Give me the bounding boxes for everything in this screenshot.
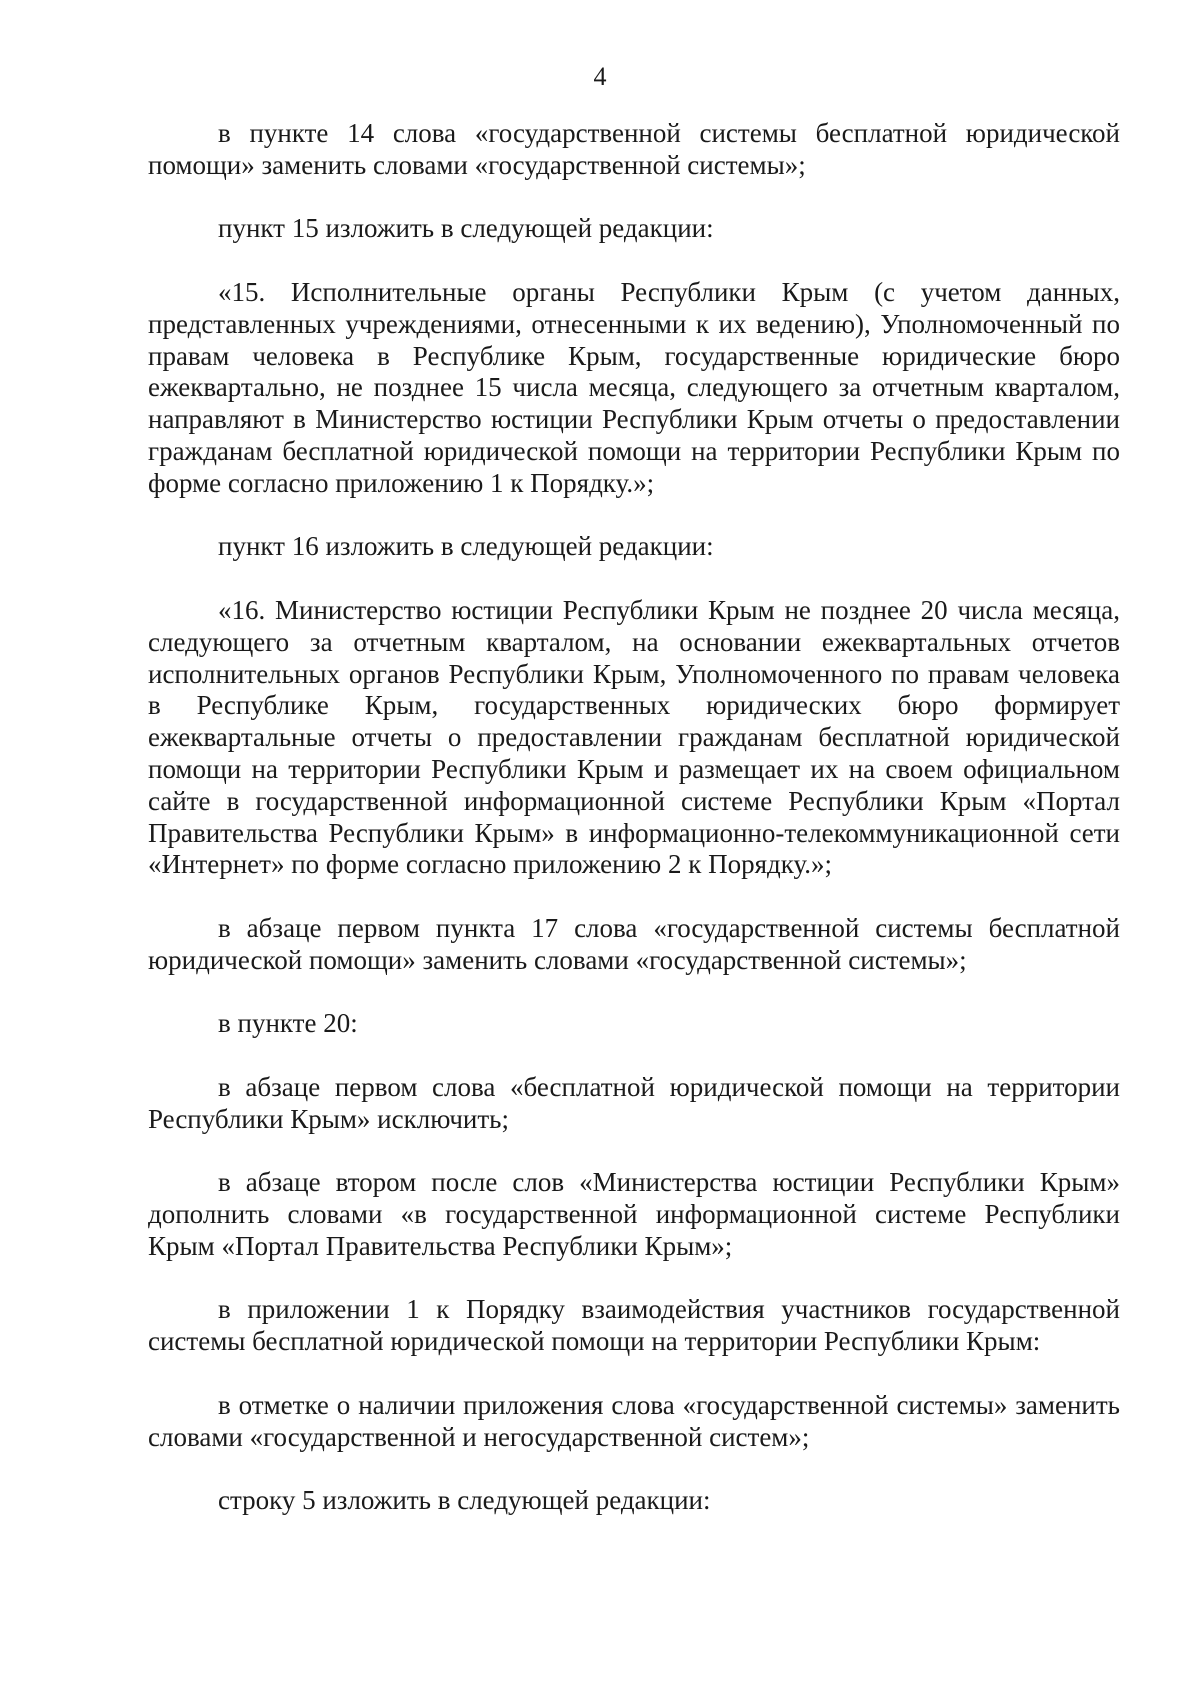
page-number: 4 [593, 62, 607, 91]
paragraph: в отметке о наличии приложения слова «государственной системы» заменить словами «государственной и негосударственной систем»; [148, 1389, 1120, 1452]
paragraph: в пункте 20: [218, 1008, 358, 1039]
paragraph: в абзаце втором после слов «Министерства юстиции Республики Крым» дополнить словами «в государственной информационной системе Республики Крым «Портал Правительства Республики Крым»; [148, 1167, 1120, 1261]
paragraph: в абзаце первом слова «бесплатной юридической помощи на территории Республики Крым» исключить; [148, 1071, 1120, 1134]
paragraph: «16. Министерство юстиции Республики Крым не позднее 20 числа месяца, следующего за отчетным кварталом, на основании ежеквартальных отчетов исполнительных органов Республики Крым, Уполномоченного по правам человека в Республике Крым, государственных юридических бюро формирует ежеквартальные отчеты о предоставлении гражданам бесплатной юридической помощи на территории Республики Крым и размещает их на своем официальном сайте в государственной информационной системе Республики Крым «Портал Правительства Республики Крым» в информационно-телекоммуникационной сети «Интернет» по форме согласно приложению 2 к Порядку.»; [148, 594, 1120, 880]
paragraph: в пункте 14 слова «государственной системы бесплатной юридической помощи» заменить словами «государственной системы»; [148, 118, 1120, 180]
paragraph: строку 5 изложить в следующей редакции: [218, 1485, 711, 1516]
paragraph: в абзаце первом пункта 17 слова «государственной системы бесплатной юридической помощи» заменить словами «государственной системы»; [148, 912, 1120, 975]
paragraph: пункт 16 изложить в следующей редакции: [218, 531, 714, 562]
document-body [148, 118, 1120, 1549]
paragraph: «15. Исполнительные органы Республики Крым (с учетом данных, представленных учреждениями, отнесенными к их ведению), Уполномоченный по правам человека в Республике Крым, государственные юридические бюро ежеквартально, не позднее 15 числа месяца, следующего за отчетным кварталом, направляют в Министерство юстиции Республики Крым отчеты о предоставлении гражданам бесплатной юридической помощи на территории Республики Крым по форме согласно приложению 1 к Порядку.»; [148, 276, 1120, 498]
paragraph: пункт 15 изложить в следующей редакции: [218, 213, 714, 244]
paragraph: в приложении 1 к Порядку взаимодействия участников государственной системы бесплатной юридической помощи на территории Республики Крым: [148, 1294, 1120, 1357]
